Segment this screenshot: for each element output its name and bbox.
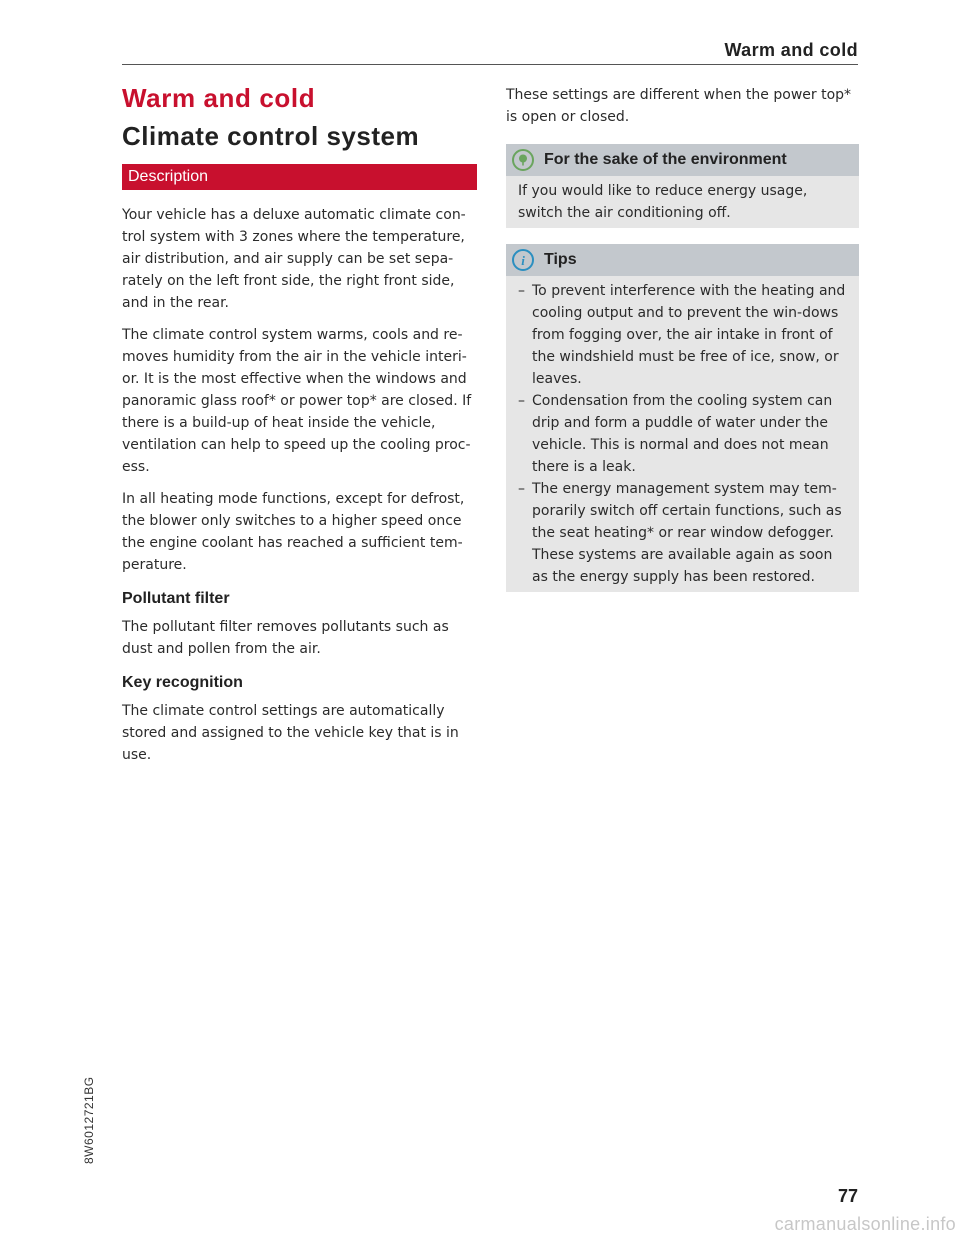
pollutant-filter-heading: Pollutant filter <box>122 590 230 607</box>
paragraph: Your vehicle has a deluxe automatic climate con-trol system with 3 zones where the temperature, air distribution, and air supply can be set sepa-rately on the left front side, the right front side, and in the rear. <box>122 207 466 311</box>
environment-box <box>506 144 859 228</box>
watermark: carmanualsonline.info <box>774 1214 956 1234</box>
description-bar: Description <box>122 164 477 190</box>
environment-title: For the sake of the environment <box>544 151 787 168</box>
tips-list <box>518 280 847 588</box>
running-header: Warm and cold <box>724 40 858 60</box>
environment-box-header <box>506 144 859 176</box>
info-icon: i <box>512 249 534 271</box>
pollutant-filter-text: The pollutant filter removes pollutants such as dust and pollen from the air. <box>122 619 449 657</box>
right-column <box>506 84 859 592</box>
list-item: – Condensation from the cooling system can drip and form a puddle of water under the vehicle. This is normal and does not mean there is a leak. <box>518 390 847 478</box>
paragraph: In all heating mode functions, except for defrost, the blower only switches to a higher speed once the engine coolant has reached a sufficient tem-perature. <box>122 491 465 573</box>
list-item: – The energy management system may tem-porarily switch off certain functions, such as the seat heating* or rear window defogger. These systems are available again as soon as the energy supply has been restored. <box>518 478 847 588</box>
tips-box-header <box>506 244 859 276</box>
header-divider <box>122 64 858 65</box>
environment-icon <box>512 149 534 171</box>
environment-text: If you would like to reduce energy usage, switch the air conditioning off. <box>518 183 808 221</box>
key-recognition-text: The climate control settings are automatically stored and assigned to the vehicle key that is in use. <box>122 703 459 763</box>
paragraph: The climate control system warms, cools and re-moves humidity from the air in the vehicle interi-or. It is the most effective when the windows and panoramic glass roof* or power top* are closed. If there is a build-up of heat inside the vehicle, ventilation can help to speed up the cooling proc-ess. <box>122 327 472 475</box>
chapter-title: Warm and cold <box>122 83 316 113</box>
key-recognition-heading: Key recognition <box>122 674 243 691</box>
left-column <box>122 82 477 776</box>
list-item: – To prevent interference with the heating and cooling output and to prevent the win-dows from fogging over, the air intake in front of the windshield must be free of ice, snow, or leaves. <box>518 280 847 390</box>
tips-box <box>506 244 859 592</box>
document-code: 8W6012721BG <box>82 1076 96 1164</box>
page-number: 77 <box>837 1186 858 1206</box>
tips-title: Tips <box>544 251 577 268</box>
section-title: Climate control system <box>122 121 420 151</box>
intro-text: These settings are different when the power top* is open or closed. <box>506 87 852 125</box>
